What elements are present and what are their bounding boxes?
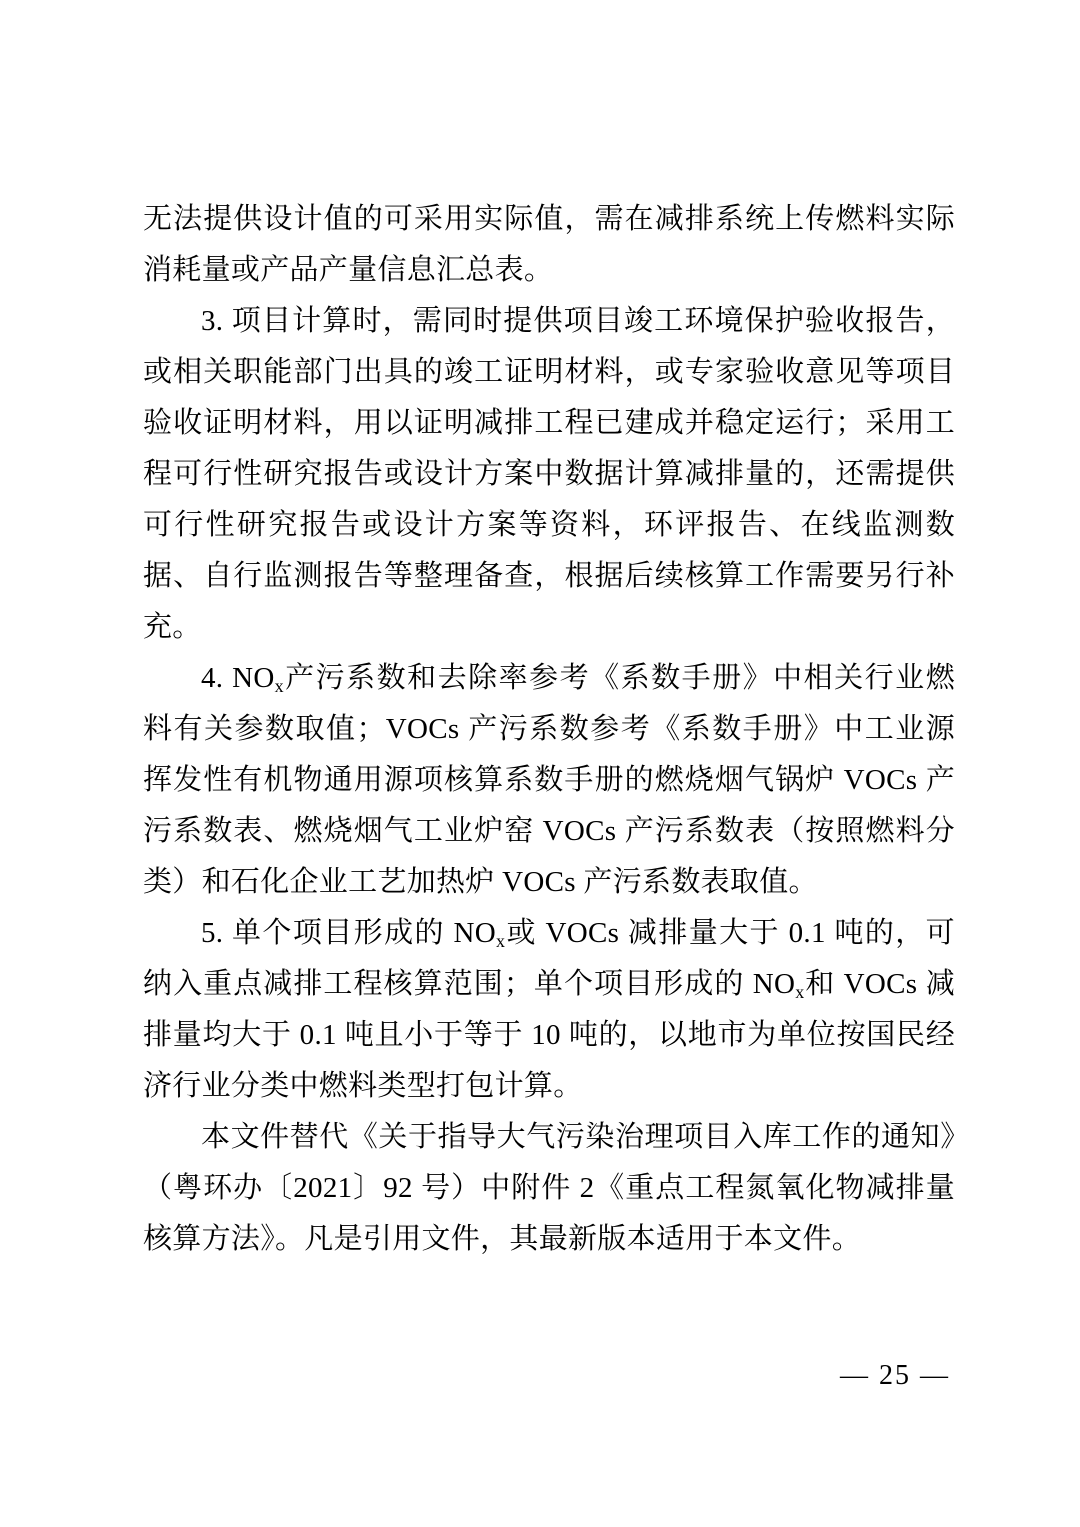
- paragraph-text: 5. 单个项目形成的 NO: [201, 917, 497, 949]
- paragraph: [143, 908, 955, 1112]
- page-footer: [840, 1356, 950, 1396]
- paragraph-text: 本文件替代《关于指导大气污染治理项目入库工作的通知》（粤环办〔2021〕92 号）中附件 2《重点工程氮氧化物减排量核算方法》。凡是引用文件，其最新版本适用于本文件。: [143, 1121, 955, 1255]
- paragraph: [143, 1112, 955, 1265]
- subscript-text: x: [274, 676, 284, 697]
- paragraph-text: 和 VOCs 减排量均大于 0.1 吨且小于等于 10 吨的，以地市为单位按国民经济行业分类中燃料类型打包计算。: [143, 968, 955, 1102]
- document-body: [143, 194, 955, 1265]
- subscript-text: x: [795, 982, 805, 1003]
- paragraph: [143, 653, 955, 908]
- paragraph-text: 无法提供设计值的可采用实际值，需在减排系统上传燃料实际消耗量或产品产量信息汇总表。: [143, 203, 955, 286]
- paragraph-text: 产污系数和去除率参考《系数手册》中相关行业燃料有关参数取值；VOCs 产污系数参考《系数手册》中工业源挥发性有机物通用源项核算系数手册的燃烧烟气锅炉 VOCs 产污系数表、燃烧烟气工业炉窑 VOCs 产污系数表（按照燃料分类）和石化企业工艺加热炉 VOCs 产污系数表取值。: [143, 662, 955, 898]
- subscript-text: x: [496, 931, 506, 952]
- paragraph: [143, 296, 955, 653]
- paragraph-text: 或 VOCs 减排量大于 0.1 吨的，可纳入重点减排工程核算范围；单个项目形成的 NO: [143, 917, 955, 1000]
- page-number: — 25 —: [840, 1360, 950, 1391]
- paragraph: [143, 194, 955, 296]
- paragraph-text: 3. 项目计算时，需同时提供项目竣工环境保护验收报告，或相关职能部门出具的竣工证明材料，或专家验收意见等项目验收证明材料，用以证明减排工程已建成并稳定运行；采用工程可行性研究报告或设计方案中数据计算减排量的，还需提供可行性研究报告或设计方案等资料，环评报告、在线监测数据、自行监测报告等整理备查，根据后续核算工作需要另行补充。: [143, 305, 955, 643]
- paragraph-text: 4. NO: [201, 662, 275, 694]
